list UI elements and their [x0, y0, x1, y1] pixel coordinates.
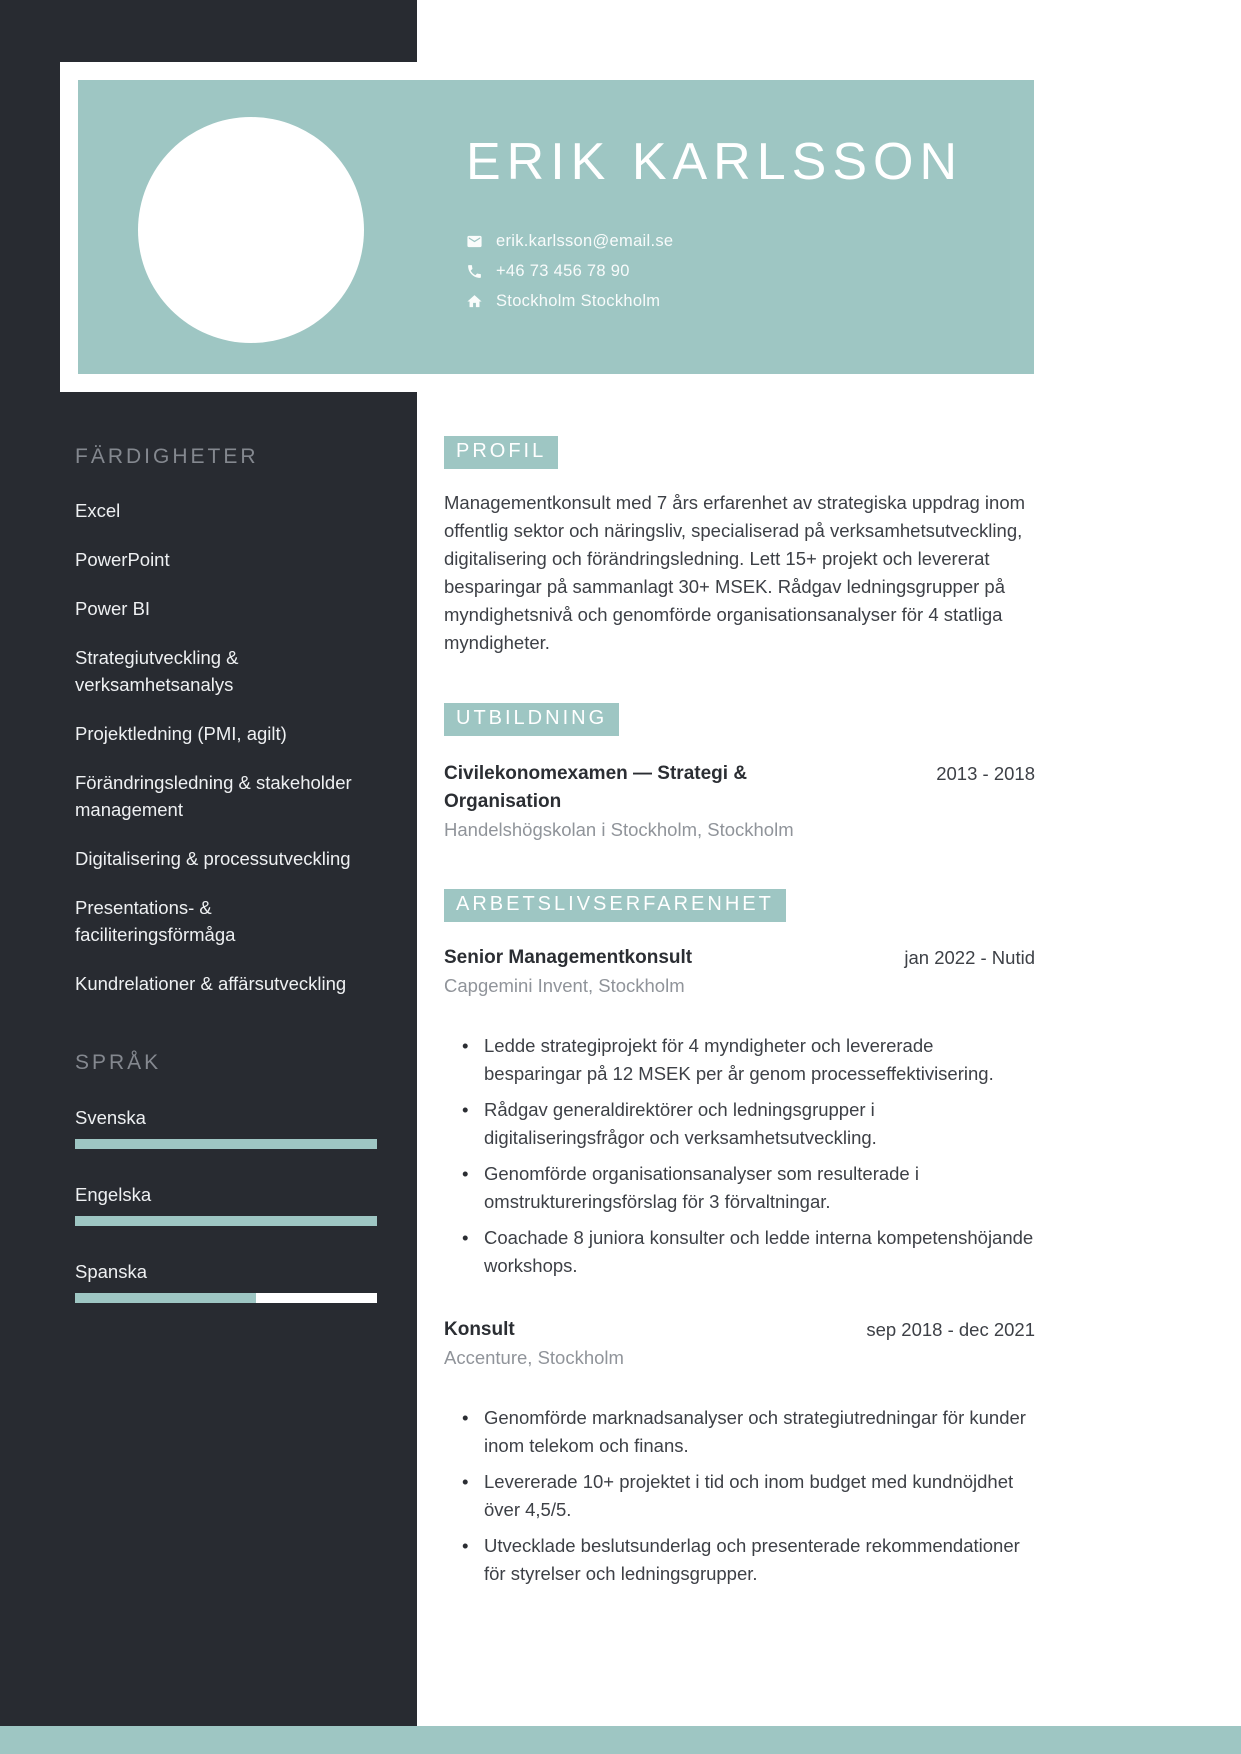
footer-accent-strip: [0, 1726, 1241, 1754]
education-section-title: UTBILDNING: [444, 703, 619, 736]
job-bullet: • Coachade 8 juniora konsulter och ledde interna kompetenshöjande workshops.: [444, 1224, 1035, 1280]
skill-item: Förändringsledning & stakeholder management: [75, 772, 352, 820]
language-level-bar: [75, 1293, 377, 1303]
language-item: [75, 1258, 377, 1303]
skill-item: Kundrelationer & affärsutveckling: [75, 973, 347, 994]
skill-item: PowerPoint: [75, 549, 170, 570]
job-entry-left: [444, 1316, 624, 1372]
experience-section-title: ARBETSLIVSERFARENHET: [444, 889, 786, 922]
languages-list: [75, 1104, 377, 1303]
job-bullet: • Genomförde organisationsanalyser som resulterade i omstruktureringsförslag för 3 förvaltningar.: [444, 1160, 1035, 1216]
language-level-bar: [75, 1216, 377, 1226]
skill-item: Presentations- & faciliteringsförmåga: [75, 897, 236, 945]
skill-item: Strategiutveckling & verksamhetsanalys: [75, 647, 239, 695]
skill-item: Digitalisering & processutveckling: [75, 848, 351, 869]
language-item: [75, 1104, 377, 1149]
education-school: Handelshögskolan i Stockholm, Stockholm: [444, 819, 794, 840]
job-entry-left: [444, 944, 692, 1000]
language-level-bar: [75, 1139, 377, 1149]
language-level-fill: [75, 1293, 256, 1303]
language-level-fill: [75, 1216, 377, 1226]
education-degree: Civilekonomexamen — Strategi & Organisation: [444, 763, 748, 812]
job-role: Konsult: [444, 1319, 515, 1340]
skills-list: [75, 497, 377, 997]
language-name: Spanska: [75, 1261, 147, 1282]
job-dates: sep 2018 - dec 2021: [866, 1319, 1035, 1340]
job-bullet: • Genomförde marknadsanalyser och strategiutredningar för kunder inom telekom och finans.: [444, 1404, 1035, 1460]
skill-item: Projektledning (PMI, agilt): [75, 723, 287, 744]
education-entry-left: [444, 760, 814, 844]
job-role: Senior Managementkonsult: [444, 947, 693, 968]
job-company: Accenture, Stockholm: [444, 1347, 624, 1368]
education-entry: [444, 760, 1035, 844]
job-bullet: • Utvecklade beslutsunderlag och presenterade rekommendationer för styrelser och ledningsgrupper.: [444, 1532, 1035, 1588]
skill-item: Power BI: [75, 598, 151, 619]
job-dates: jan 2022 - Nutid: [904, 947, 1035, 968]
job-entry: [444, 1316, 1035, 1372]
job-bullet-list: [444, 1032, 1035, 1280]
language-item: [75, 1181, 377, 1226]
sidebar-content: [0, 0, 417, 1335]
contact-email: erik.karlsson@email.se: [496, 232, 674, 250]
job-bullet: • Rådgav generaldirektörer och ledningsgrupper i digitaliseringsfrågor och verksamhetsutveckling.: [444, 1096, 1035, 1152]
contact-location: Stockholm Stockholm: [496, 292, 661, 310]
languages-section-title: SPRÅK: [75, 1051, 162, 1074]
profile-section-title: PROFIL: [444, 436, 558, 469]
profile-text: Managementkonsult med 7 års erfarenhet av strategiska uppdrag inom offentlig sektor och näringsliv, specialiserad på verksamhetsutveckling, digitalisering och förändringsledning. Lett 15+ projekt och levererat besparingar på sammanlagt 30+ MSEK. Rådgav ledningsgrupper på myndighetsnivå och genomförde organisationsanalyser för 4 statliga myndigheter.: [444, 492, 1026, 653]
language-name: Svenska: [75, 1107, 146, 1128]
contact-phone: +46 73 456 78 90: [496, 262, 630, 280]
job-company: Capgemini Invent, Stockholm: [444, 975, 685, 996]
job-bullet: • Levererade 10+ projektet i tid och inom budget med kundnöjdhet över 4,5/5.: [444, 1468, 1035, 1524]
language-name: Engelska: [75, 1184, 152, 1205]
job-bullet: • Ledde strategiprojekt för 4 myndigheter och levererade besparingar på 12 MSEK per år genom processeffektivisering.: [444, 1032, 1035, 1088]
job-bullet-list: [444, 1404, 1035, 1588]
main-content: [444, 0, 1035, 1596]
person-name: ERIK KARLSSON: [466, 133, 964, 191]
language-level-fill: [75, 1139, 377, 1149]
education-dates: 2013 - 2018: [936, 763, 1035, 784]
job-entry: [444, 944, 1035, 1000]
skills-section-title: FÄRDIGHETER: [75, 445, 259, 468]
skill-item: Excel: [75, 500, 121, 521]
